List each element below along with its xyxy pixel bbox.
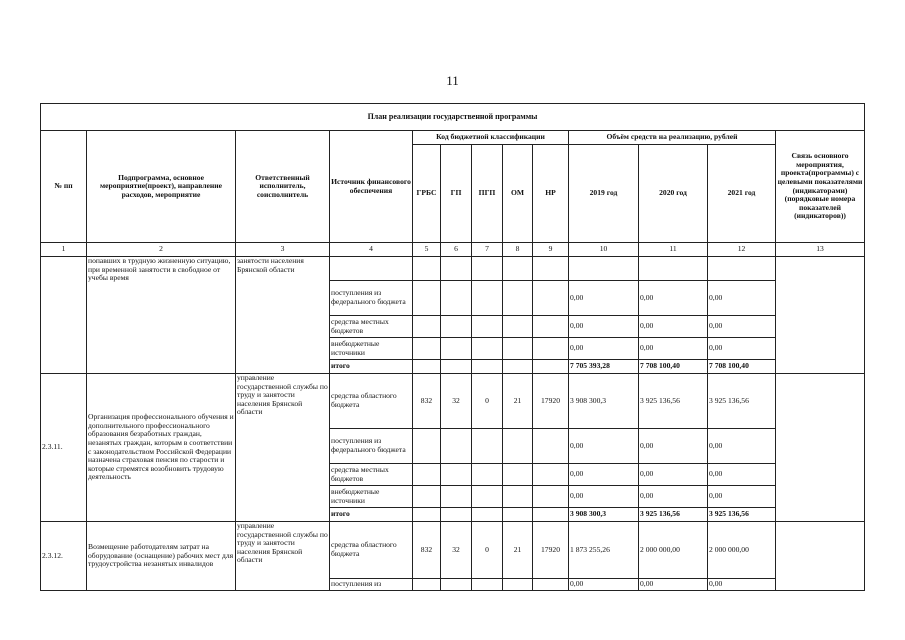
block0-total-label: итого bbox=[330, 360, 413, 374]
block2-executor: управление государственной службы по труду и занятости населения Брянской области bbox=[236, 522, 330, 591]
col-number: 12 bbox=[708, 243, 776, 257]
block2-subprogram: Возмещение работодателям затрат на оборудование (оснащение) рабочих мест для трудоустройства незанятых инвалидов bbox=[87, 522, 236, 591]
block1-subprogram: Организация профессионального обучения и дополнительного профессионального образования безработных граждан, незанятых граждан, которым в соответствии с законодательством Российской Федерации назначена страховая пенсия по старости и которые стремятся возобновить трудовую деятельность bbox=[87, 374, 236, 522]
block1-value-2019: 3 908 300,3 bbox=[569, 374, 639, 429]
header-2019: 2019 год bbox=[569, 145, 639, 243]
table-title: План реализации государственной программы bbox=[41, 104, 865, 131]
block2-value-2021: 2 000 000,00 bbox=[708, 522, 776, 579]
block0-source: внебюджетные источники bbox=[330, 338, 413, 360]
header-2021: 2021 год bbox=[708, 145, 776, 243]
block2-number: 2.3.12. bbox=[41, 522, 87, 591]
block1-total-label: итого bbox=[330, 508, 413, 522]
table-row bbox=[41, 257, 865, 281]
header-gp: ГП bbox=[441, 145, 472, 243]
block2-pgp: 0 bbox=[472, 522, 503, 579]
block2-value-2020: 2 000 000,00 bbox=[639, 522, 708, 579]
block2-grbs: 832 bbox=[413, 522, 441, 579]
block0-value-2021: 0,00 bbox=[708, 281, 776, 316]
block0-total-2019: 7 705 393,28 bbox=[569, 360, 639, 374]
col-number: 6 bbox=[441, 243, 472, 257]
col-number: 11 bbox=[639, 243, 708, 257]
header-executor: Ответственный исполнитель, соисполнитель bbox=[236, 131, 330, 243]
block0-value-2020: 0,00 bbox=[639, 338, 708, 360]
block1-value-2021: 0,00 bbox=[708, 429, 776, 464]
block1-value-2021: 0,00 bbox=[708, 486, 776, 508]
block1-value-2020: 0,00 bbox=[639, 464, 708, 486]
block1-value-2020: 0,00 bbox=[639, 486, 708, 508]
block1-total-2021: 3 925 136,56 bbox=[708, 508, 776, 522]
header-funds: Объём средств на реализацию, рублей bbox=[569, 131, 776, 145]
block0-source bbox=[330, 257, 413, 281]
header-nr: НР bbox=[533, 145, 569, 243]
block2-value-2019: 1 873 255,26 bbox=[569, 522, 639, 579]
block2-value-2019: 0,00 bbox=[569, 579, 639, 591]
block1-value-2020: 0,00 bbox=[639, 429, 708, 464]
header-budget-code: Код бюджетной классификации bbox=[413, 131, 569, 145]
block2-source: поступления из bbox=[330, 579, 413, 591]
block1-value-2020: 3 925 136,56 bbox=[639, 374, 708, 429]
header-om: ОМ bbox=[503, 145, 533, 243]
col-number: 5 bbox=[413, 243, 441, 257]
block0-value-2020: 0,00 bbox=[639, 281, 708, 316]
block2-om: 21 bbox=[503, 522, 533, 579]
table-row bbox=[41, 522, 865, 579]
header-2020: 2020 год bbox=[639, 145, 708, 243]
block1-value-2019: 0,00 bbox=[569, 486, 639, 508]
block0-value-2019: 0,00 bbox=[569, 338, 639, 360]
col-number: 3 bbox=[236, 243, 330, 257]
col-number: 13 bbox=[776, 243, 865, 257]
header-subprogram: Подпрограмма, основное мероприятие(проект), направление расходов, мероприятие bbox=[87, 131, 236, 243]
block2-source: средства областного бюджета bbox=[330, 522, 413, 579]
block0-total-2021: 7 708 100,40 bbox=[708, 360, 776, 374]
table-row bbox=[41, 374, 865, 429]
block1-value-2021: 0,00 bbox=[708, 464, 776, 486]
block1-pgp: 0 bbox=[472, 374, 503, 429]
block2-value-2021: 0,00 bbox=[708, 579, 776, 591]
col-number: 1 bbox=[41, 243, 87, 257]
block2-nr: 17920 bbox=[533, 522, 569, 579]
block1-total-2020: 3 925 136,56 bbox=[639, 508, 708, 522]
header-source: Источник финансового обеспечения bbox=[330, 131, 413, 243]
block2-gp: 32 bbox=[441, 522, 472, 579]
block1-total-2019: 3 908 300,3 bbox=[569, 508, 639, 522]
block1-om: 21 bbox=[503, 374, 533, 429]
block1-source: поступления из федерального бюджета bbox=[330, 429, 413, 464]
header-pgp: ПГП bbox=[472, 145, 503, 243]
block2-value-2020: 0,00 bbox=[639, 579, 708, 591]
header-num: № пп bbox=[41, 131, 87, 243]
block1-gp: 32 bbox=[441, 374, 472, 429]
col-number: 10 bbox=[569, 243, 639, 257]
block1-source: средства местных бюджетов bbox=[330, 464, 413, 486]
col-number: 4 bbox=[330, 243, 413, 257]
col-number: 8 bbox=[503, 243, 533, 257]
header-link: Связь основного мероприятия, проекта(программы) с целевыми показателями (индикаторами) (порядковые номера показателей (индикаторов)) bbox=[776, 131, 865, 243]
col-number: 2 bbox=[87, 243, 236, 257]
block1-source: внебюджетные источники bbox=[330, 486, 413, 508]
block0-source: средства местных бюджетов bbox=[330, 316, 413, 338]
block0-value-2021: 0,00 bbox=[708, 338, 776, 360]
block1-executor: управление государственной службы по труду и занятости населения Брянской области bbox=[236, 374, 330, 522]
block0-value-2019: 0,00 bbox=[569, 316, 639, 338]
block1-source: средства областного бюджета bbox=[330, 374, 413, 429]
block1-nr: 17920 bbox=[533, 374, 569, 429]
block1-value-2021: 3 925 136,56 bbox=[708, 374, 776, 429]
block0-value-2020: 0,00 bbox=[639, 316, 708, 338]
col-number: 7 bbox=[472, 243, 503, 257]
block0-subprogram: попавших в трудную жизненную ситуацию, при временной занятости в свободное от учебы время bbox=[87, 257, 236, 374]
page-number: 11 bbox=[446, 73, 459, 88]
block0-total-2020: 7 708 100,40 bbox=[639, 360, 708, 374]
header-grbs: ГРБС bbox=[413, 145, 441, 243]
block0-executor: занятости населения Брянской области bbox=[236, 257, 330, 374]
program-plan-table bbox=[40, 103, 865, 591]
block1-number: 2.3.11. bbox=[41, 374, 87, 522]
block0-value-2019: 0,00 bbox=[569, 281, 639, 316]
block0-value-2021: 0,00 bbox=[708, 316, 776, 338]
block1-value-2019: 0,00 bbox=[569, 429, 639, 464]
col-number: 9 bbox=[533, 243, 569, 257]
column-number-row bbox=[41, 243, 865, 257]
block0-source: поступления из федерального бюджета bbox=[330, 281, 413, 316]
block1-value-2019: 0,00 bbox=[569, 464, 639, 486]
block1-grbs: 832 bbox=[413, 374, 441, 429]
